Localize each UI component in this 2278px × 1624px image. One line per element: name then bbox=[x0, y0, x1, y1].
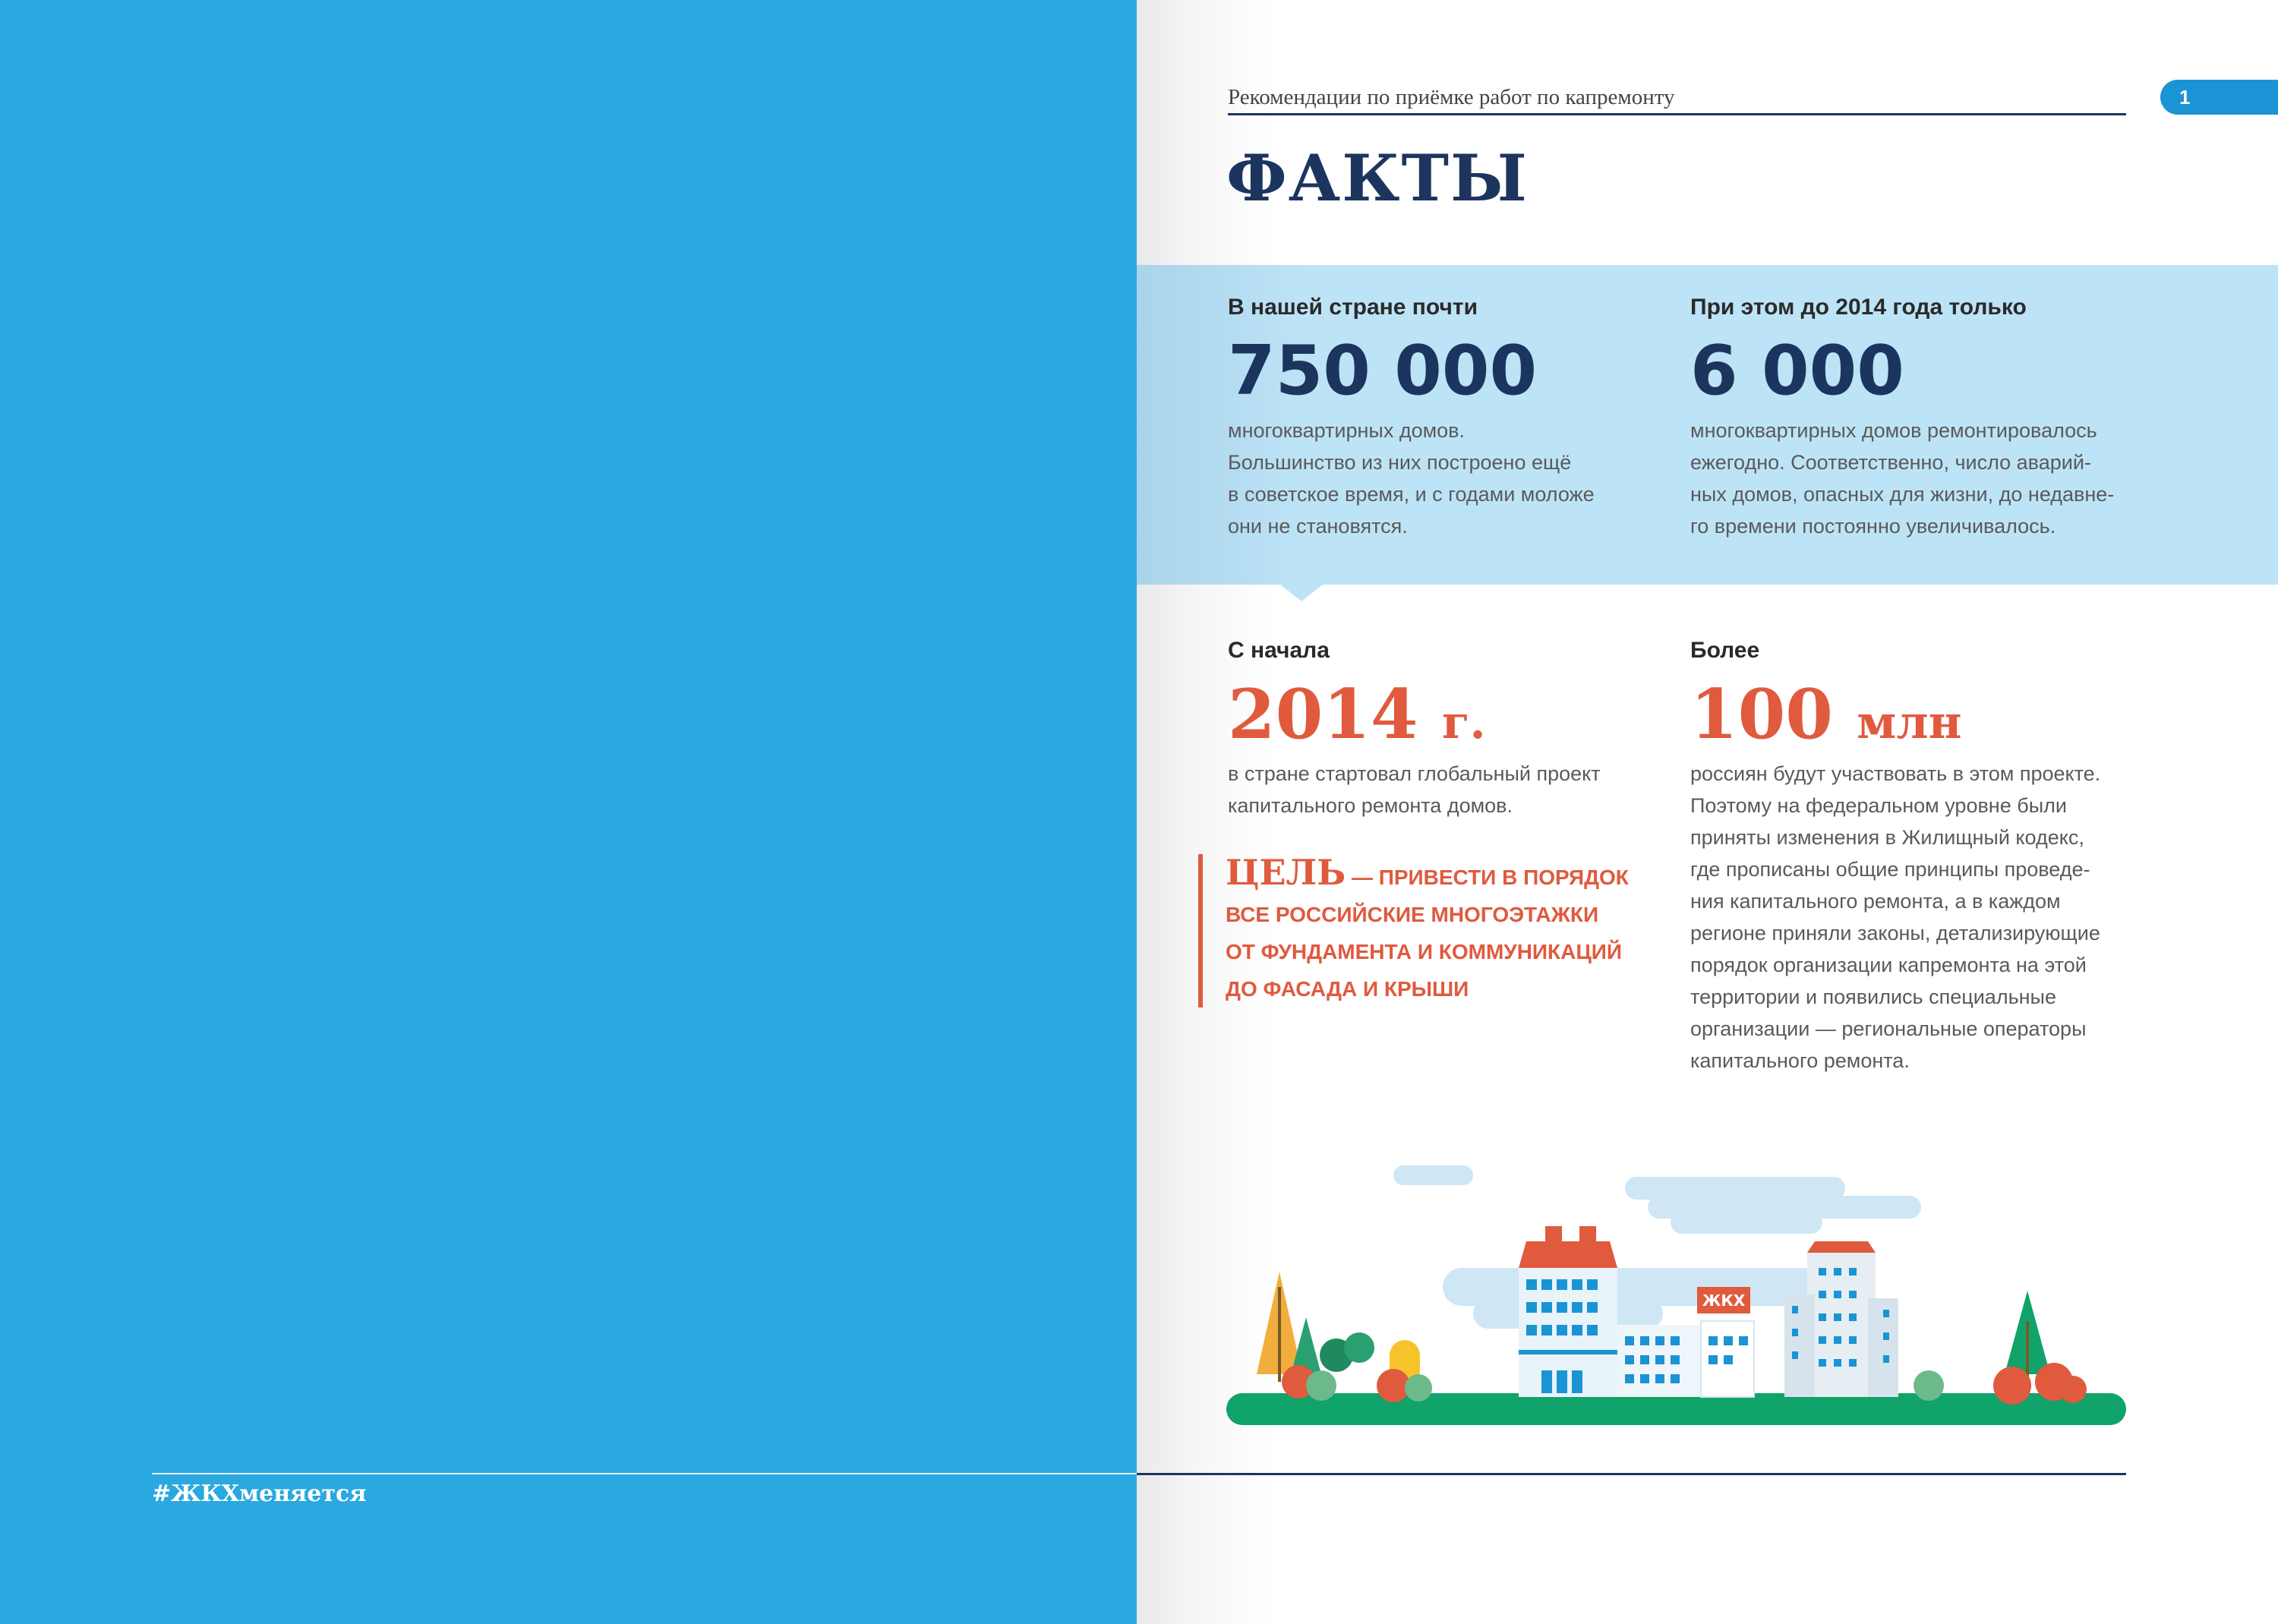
page-number-tab: 1 bbox=[2160, 80, 2278, 115]
cloud bbox=[1671, 1211, 1822, 1234]
header-rule bbox=[1228, 113, 2126, 115]
page-title: ФАКТЫ bbox=[1226, 140, 1529, 216]
fact-lead: С начала bbox=[1228, 638, 1330, 663]
fact-number: 100 млн bbox=[1690, 674, 1962, 755]
left-page-blue bbox=[0, 0, 1137, 1624]
goal-callout bbox=[1198, 854, 1696, 1008]
tree-icon bbox=[1344, 1332, 1374, 1363]
fact-number: 6 000 bbox=[1690, 331, 1904, 411]
fact-number: 2014 г. bbox=[1228, 674, 1486, 755]
fact-lead: В нашей стране почти bbox=[1228, 295, 1478, 320]
fact-lead: При этом до 2014 года только bbox=[1690, 295, 2027, 320]
goal-line: ВСЕ РОССИЙСКИЕ МНОГОЭТАЖКИ bbox=[1226, 903, 1599, 926]
fact-desc: россиян будут участвовать в этом проекте. Поэтому на федеральном уровне были приняты изменения в Жилищный кодекс, где прописаны общие принципы проведе- ния капитального ремонта, а в каждом регионе приняли законы, детализирующие порядок организации капремонта на этой территории и появились специальные организации — региональные операторы капитального ремонта. bbox=[1690, 762, 2101, 1072]
goal-line: — ПРИВЕСТИ В ПОРЯДОК bbox=[1351, 866, 1629, 889]
fact-participants bbox=[1690, 638, 2146, 1077]
fact-repaired bbox=[1690, 295, 2131, 542]
goal-keyword: ЦЕЛЬ bbox=[1226, 852, 1346, 893]
hashtag: #ЖКХменяется bbox=[152, 1481, 367, 1507]
fact-desc: в стране стартовал глобальный проект капитального ремонта домов. bbox=[1228, 762, 1601, 817]
ground bbox=[1226, 1393, 2126, 1425]
goal-line: ОТ ФУНДАМЕНТА И КОММУНИКАЦИЙ bbox=[1226, 940, 1623, 963]
goal-line: ДО ФАСАДА И КРЫШИ bbox=[1226, 977, 1469, 1001]
fact-desc: многоквартирных домов. Большинство из них построено ещё в советское время, и с годами моложе они не становятся. bbox=[1228, 419, 1595, 538]
bottom-rule-left bbox=[152, 1473, 1137, 1474]
fact-number: 750 000 bbox=[1228, 331, 1538, 411]
band-pointer bbox=[1280, 585, 1323, 601]
sign-text: ЖКХ bbox=[1702, 1291, 1746, 1310]
bottom-rule-right bbox=[1137, 1473, 2126, 1475]
fact-houses bbox=[1228, 295, 1653, 542]
fact-desc: многоквартирных домов ремонтировалось ежегодно. Соответственно, число аварий- ных домов, опасных для жизни, до недавне- го времени постоянно увеличивалось. bbox=[1690, 419, 2115, 538]
running-header: Рекомендации по приёмке работ по капремонту bbox=[1228, 85, 1675, 109]
cloud bbox=[1393, 1165, 1473, 1185]
fact-start-year bbox=[1228, 638, 1653, 821]
city-illustration bbox=[1223, 1154, 2134, 1427]
fact-lead: Более bbox=[1690, 638, 1760, 663]
